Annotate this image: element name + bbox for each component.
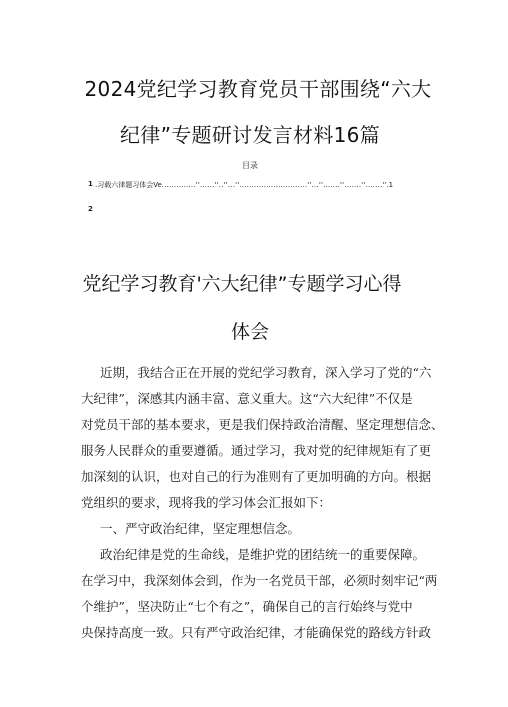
body-line-1: 近期，我结合正在开展的党纪学习教育，深入学习了党的“六 xyxy=(100,365,432,380)
document-title-line-2: 纪律”专题研讨发言材料16篇 xyxy=(119,123,380,147)
body-line-5: 加深刻的认识，也对自己的行为准则有了更加明确的方向。根据 xyxy=(81,469,432,484)
body-line-3: 对党员干部的基本要求，更是我们保持政治清醒、坚定理想信念、 xyxy=(81,417,444,432)
toc-entry-1[interactable] xyxy=(95,180,394,190)
toc-entry-2-number: 2 xyxy=(88,205,93,213)
body-line-6: 党组织的要求，现将我的学习体会汇报如下： xyxy=(81,495,332,510)
body-line-11: 央保持高度一致。只有严守政治纪律，才能确保党的路线方针政 xyxy=(81,625,432,640)
toc-entry-1-text: .习载六律题习体会Ve xyxy=(95,181,162,189)
toc-entry-1-page: ''.1 xyxy=(382,181,394,189)
body-line-7: 一、严守政治纪律，坚定理想信念。 xyxy=(100,521,301,536)
body-line-10: 个维护”，坚决防止“七个有之”，确保自己的言行始终与党中 xyxy=(81,599,413,614)
body-line-4: 服务人民群众的重要遵循。通过学习，我对党的纪律规矩有了更 xyxy=(81,443,432,458)
section-title-line-1: 党纪学习教育'六大纪律”专题学习心得 xyxy=(82,273,402,295)
toc-entry-1-leader: ..............''......''..''...''............................''...''.......''.......''....... xyxy=(161,181,383,189)
toc-heading: 目录 xyxy=(242,161,258,170)
body-line-8: 政治纪律是党的生命线，是维护党的团结统一的重要保障。 xyxy=(100,547,426,562)
document-title-line-1: 2024党纪学习教育党员干部围绕“六大 xyxy=(84,77,432,101)
body-line-9: 在学习中，我深刻体会到，作为一名党员干部，必须时刻牢记“两 xyxy=(81,573,438,588)
section-title-line-2: 体会 xyxy=(230,321,269,343)
body-line-2: 大纪律”，深感其内涵丰富、意义重大。这“六大纪律”不仅是 xyxy=(81,391,413,406)
toc-entry-1-number: 1 xyxy=(88,180,93,188)
